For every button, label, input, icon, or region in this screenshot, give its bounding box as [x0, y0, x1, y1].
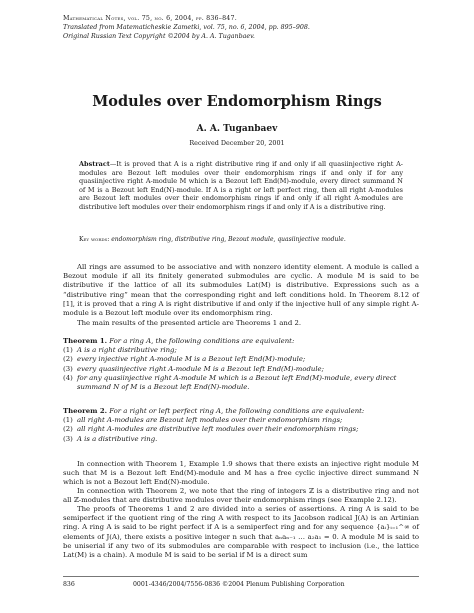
theorem-1-label: Theorem 1.: [63, 337, 108, 345]
theorem-1-item: (1) A is a right distributive ring;: [63, 346, 177, 355]
header-translation: Translated from Matematicheskie Zametki, vol. 75, no. 6, 2004, pp. 895–908.: [63, 24, 310, 31]
paragraph-definitions: The proofs of Theorems 1 and 2 are divided into a series of assertions. A ring A is said to be semiperfect if the quotient ring of the ring A with respect to its Jacobson radical J(A) is an Artinian ring. A ring A is said to be right perfect if A is a semiperfect ring and for any sequence {aᵢ}ᵢ₌₁^∞ of elements of J(A), there exists a positive integer n such that aₙaₙ₋₁ … a₂a₁ = 0. A module M is said to be uniserial if any two of its submodules are comparable with respect to inclusion (i.e., the lattice Lat(M) is a chain). A module M is said to be serial if M is a direct sum: [63, 505, 419, 560]
paragraph-main-results: The main results of the presented article are Theorems 1 and 2.: [77, 319, 302, 327]
paragraph-theorem1-note: In connection with Theorem 1, Example 1.9 shows that there exists an injective right module M such that M is a Bezout left End(M)-module and M has a free cyclic injective direct summand N which is not a Bezout left End(N)-module.: [63, 460, 419, 487]
paragraph-intro: All rings are assumed to be associative and with nonzero identity element. A module is called a Bezout module if all its finitely generated submodules are cyclic. A module M is said to be distributive if the lattice of all its submodules Lat(M) is distributive. Expressions such as a “distributive ring” mean that the corresponding right and left conditions hold. In Theorem 8.12 of [1], it is proved that a ring A is right distributive if and only if the injective hull of any simple right A-module is a Bezout left module over its endomorphism ring.: [63, 263, 419, 318]
theorem-2-item: (3) A is a distributive ring.: [63, 434, 158, 443]
paragraph-theorem2-note: In connection with Theorem 2, we note that the ring of integers ℤ is a distributive ring and not all ℤ-modules that are distributive modules over their endomorphism rings (see Example 2.12).: [63, 487, 419, 505]
author-name: A. A. Tuganbaev: [196, 124, 278, 134]
abstract-text: —It is proved that A is a right distributive ring if and only if all quasiinjective right A-modules are Bezout left modules over their endomorphism rings if and only if for any quasiinjective right A-module M which is a Bezout left End(M)-module, every direct summand N of M is a Bezout left End(N)-module. If A is a right or left perfect ring, then all right A-modules are Bezout left modules over their endomorphism rings if and only if all right A-modules are distributive left modules over their endomorphism rings if and only if A is a distributive ring.: [79, 160, 403, 211]
theorem-2-label: Theorem 2.: [63, 407, 108, 415]
keywords: [79, 236, 403, 244]
received-date: Received December 20, 2001: [189, 139, 285, 147]
theorem-2-statement: For a right or left perfect ring A, the following conditions are equivalent:: [109, 407, 365, 415]
theorem-2-item: (1) all right A-modules are Bezout left modules over their endomorphism rings;: [63, 416, 343, 425]
theorem-1-statement: For a ring A, the following conditions are equivalent:: [109, 337, 295, 345]
journal-header: [63, 14, 418, 41]
keywords-text: endomorphism ring, distributive ring, Bezout module, quasiinjective module.: [111, 236, 346, 243]
theorem-2: [63, 407, 419, 444]
header-citation: Mathematical Notes, vol. 75, no. 6, 2004, pp. 836–847.: [63, 15, 237, 22]
paper-title: Modules over Endomorphism Rings: [92, 93, 382, 110]
page-number: 836: [63, 581, 75, 588]
keywords-label: Key words:: [79, 236, 110, 243]
theorem-1-item: (2) every injective right A-module M is a Bezout left End(M)-module;: [63, 355, 306, 364]
header-copyright: Original Russian Text Copyright ©2004 by A. A. Tuganbaev.: [63, 33, 255, 40]
theorem-1-item: (4) for any quasiinjective right A-module M which is a Bezout left End(M)-module, every direct summand N of M is a Bezout left End(N)-module.: [63, 373, 397, 392]
abstract: [79, 160, 403, 212]
theorem-1-item: (3) every quasiinjective right A-module M is a Bezout left End(M)-module;: [63, 364, 324, 373]
theorem-2-item: (2) all right A-modules are distributive left modules over their endomorphism rings;: [63, 425, 359, 434]
footer-copyright: 0001-4346/2004/7556-0836 ©2004 Plenum Publishing Corporation: [133, 581, 345, 588]
footer-divider: [63, 576, 419, 577]
theorem-1: [63, 337, 419, 392]
abstract-label: Abstract: [79, 160, 110, 168]
